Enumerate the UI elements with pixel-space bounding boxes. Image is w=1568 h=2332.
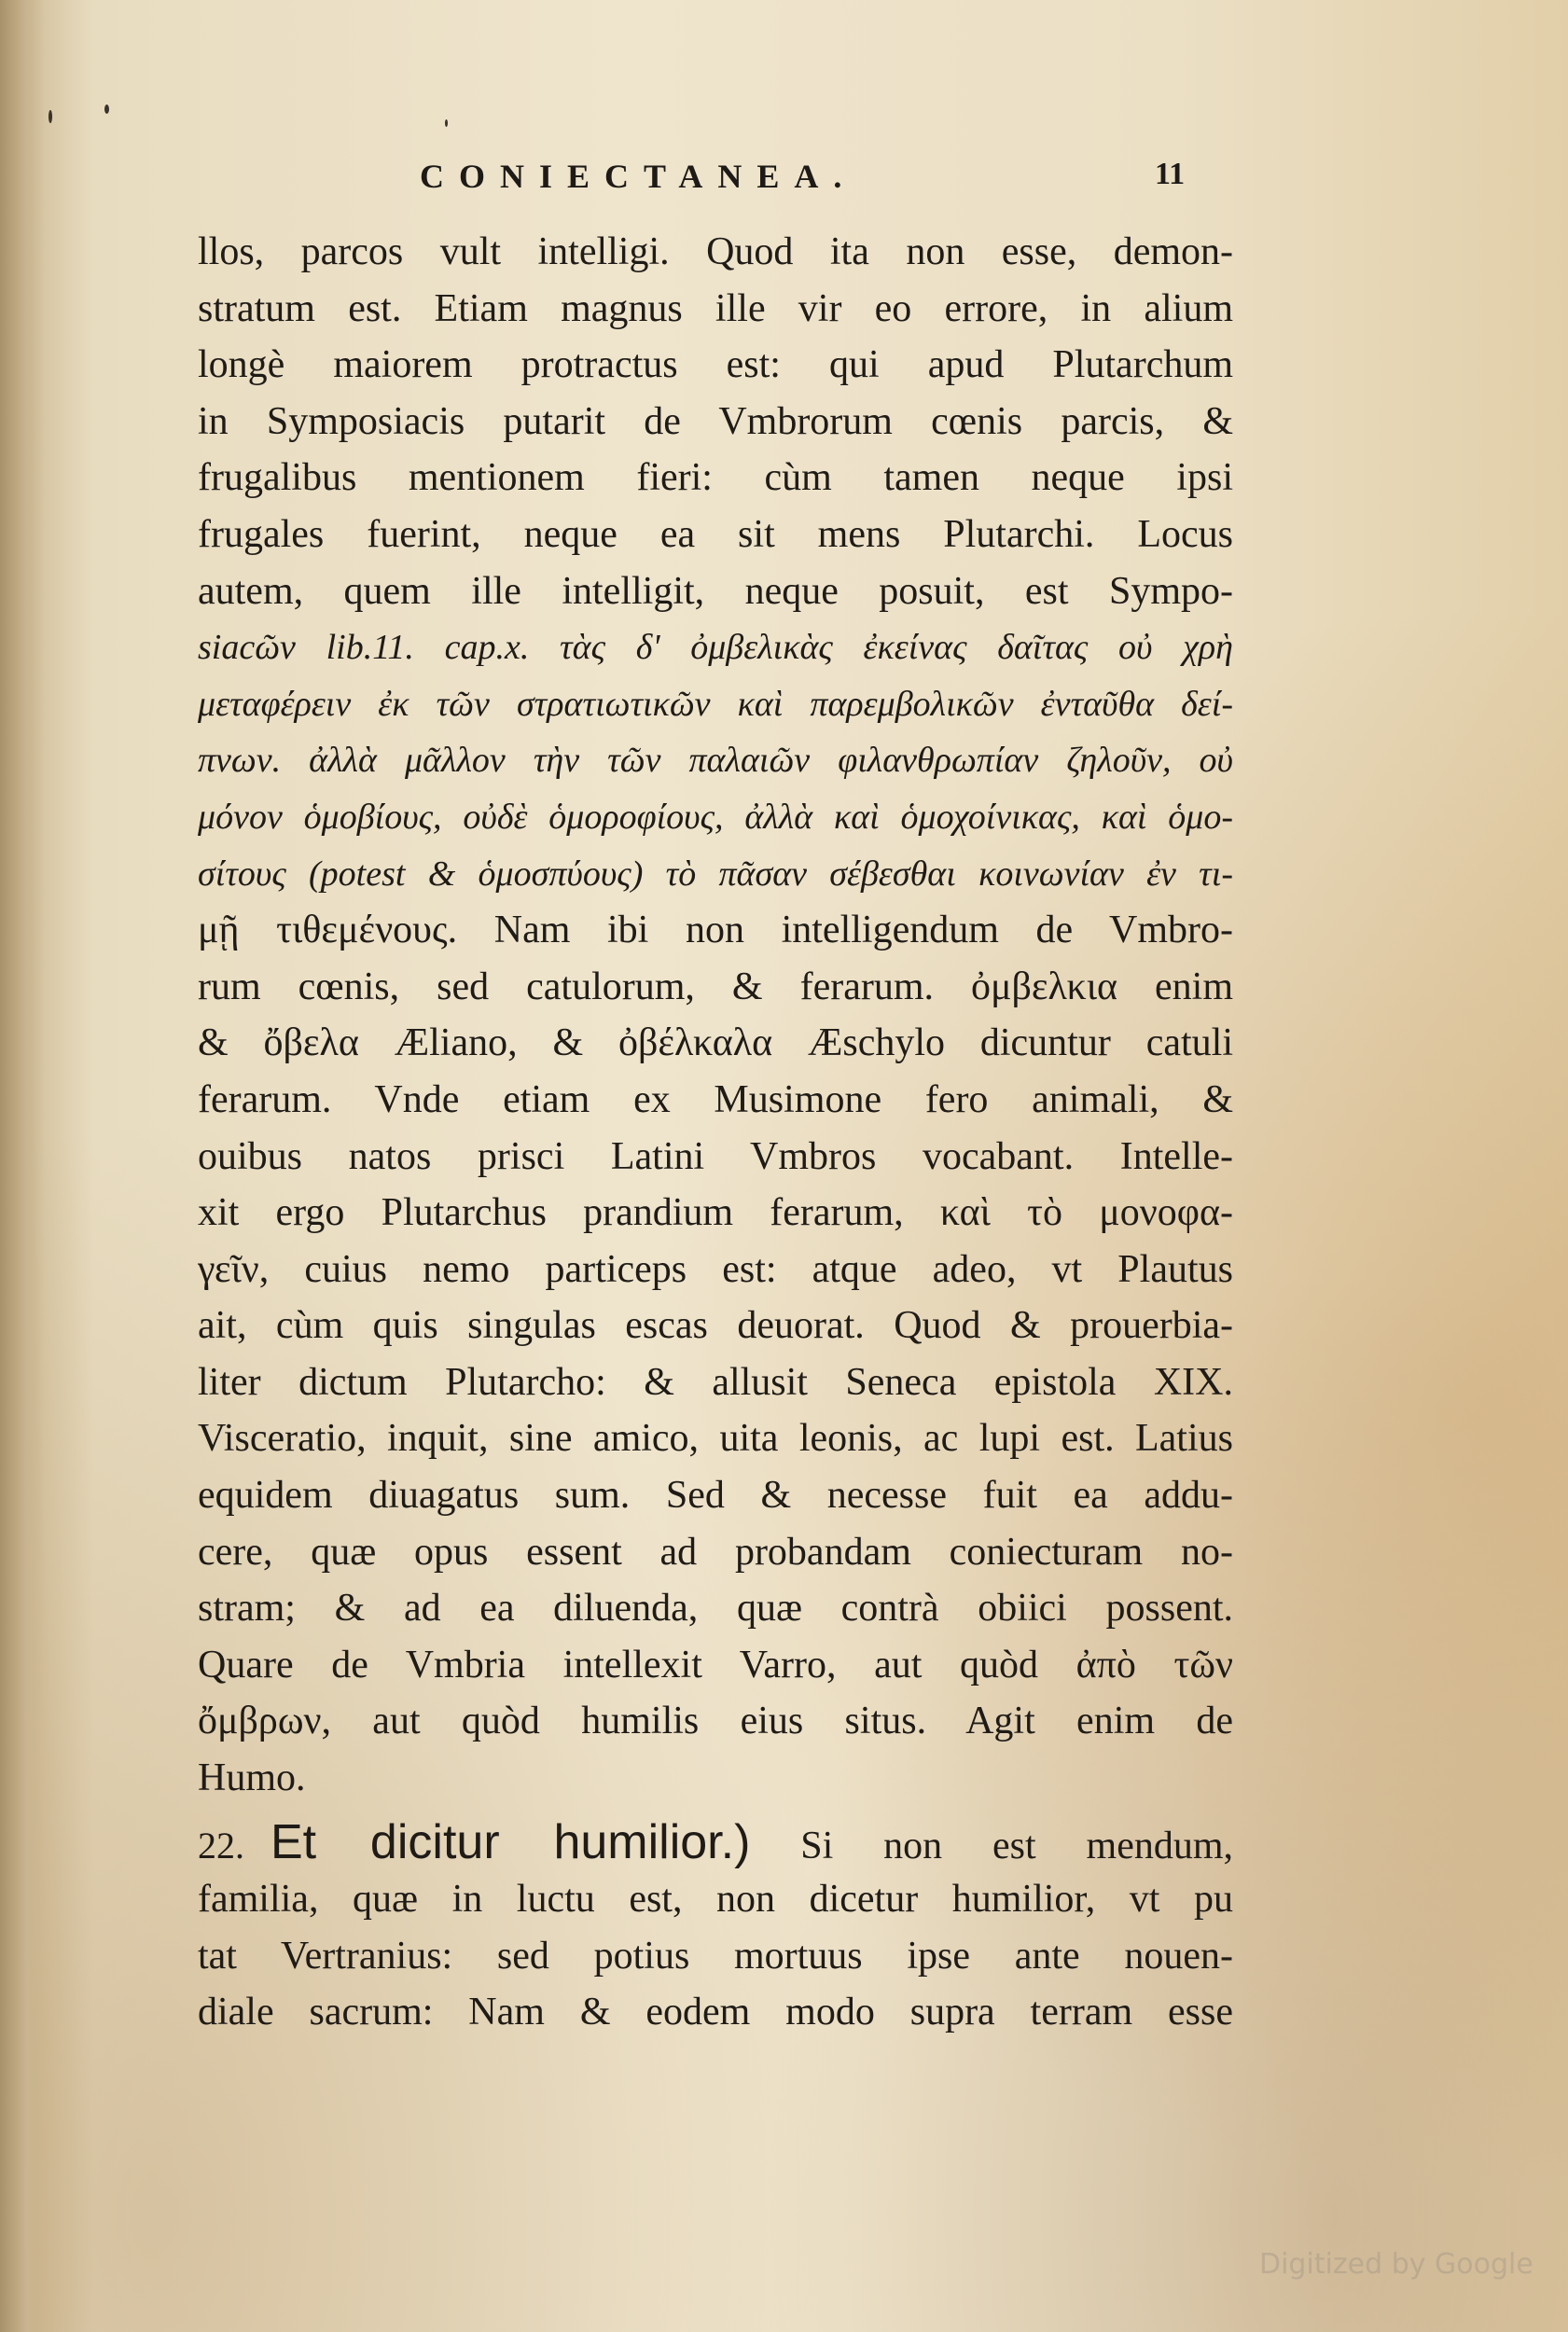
text-line: liter dictum Plutarcho: & allusit Seneca epistola XIX. — [198, 1360, 1233, 1404]
text-line: in Symposiacis putarit de Vmbrorum cœnis parcis, & — [198, 399, 1233, 443]
running-header — [0, 157, 1568, 213]
text-line: & ὄβελα Æliano, & ὀβέλκαλα Æschylo dicuntur catuli — [198, 1021, 1233, 1065]
text-line: Humo. — [198, 1756, 306, 1800]
section-number: 22. — [198, 1825, 244, 1867]
text-line: γεῖν, cuius nemo particeps est: atque adeo, vt Plautus — [198, 1247, 1233, 1291]
text-line: rum cœnis, sed catulorum, & ferarum. ὀμβελκια enim — [198, 965, 1233, 1008]
section-lemma: Et dicitur humilior.) — [271, 1815, 751, 1869]
section-heading — [198, 1813, 1233, 1871]
main-text-block — [198, 224, 1233, 1807]
text-line: diale sacrum: Nam & eodem modo supra terram esse — [198, 1991, 1233, 2034]
ink-speck — [49, 110, 52, 123]
folio-number: 11 — [1155, 157, 1186, 191]
text-line: stratum est. Etiam magnus ille vir eo errore, in alium — [198, 286, 1233, 330]
greek-text-line: πνων. ἀλλὰ μᾶλλον τὴν τῶν παλαιῶν φιλανθρωπίαν ζηλοῦν, οὐ — [198, 741, 1233, 781]
greek-text-line: siacῶν lib.11. cap.x. τὰς δ' ὀμβελικὰς ἐκείνας δαῖτας οὐ χρὴ — [198, 628, 1233, 668]
digitization-watermark: Digitized by Google — [1259, 2248, 1533, 2281]
text-line: xit ergo Plutarchus prandium ferarum, καὶ τὸ μονοφα- — [198, 1191, 1233, 1235]
text-line: ait, cùm quis singulas escas deuorat. Quod & prouerbia- — [198, 1304, 1233, 1348]
text-line: tat Vertranius: sed potius mortuus ipse ante nouen- — [198, 1934, 1233, 1978]
text-line: longè maiorem protractus est: qui apud Plutarchum — [198, 343, 1233, 387]
text-line: familia, quæ in luctu est, non dicetur humilior, vt pu — [198, 1878, 1233, 1921]
ink-speck — [104, 104, 109, 114]
text-line: llos, parcos vult intelligi. Quod ita non esse, demon- — [198, 230, 1233, 273]
section-lead-text: Si non est mendum, — [800, 1825, 1233, 1867]
ink-speck — [445, 119, 448, 127]
text-line: ouibus natos prisci Latini Vmbros vocabant. Intelle- — [198, 1134, 1233, 1178]
greek-text-line: σίτους (potest & ὁμοσπύους) τὸ πᾶσαν σέβεσθαι κοινωνίαν ἐν τι- — [198, 854, 1233, 894]
text-line: stram; & ad ea diluenda, quæ contrà obiici possent. — [198, 1587, 1233, 1631]
running-title: CONIECTANEA. — [420, 158, 857, 195]
page-gutter — [0, 0, 45, 2332]
text-line: equidem diuagatus sum. Sed & necesse fuit ea addu- — [198, 1474, 1233, 1518]
text-line: Quare de Vmbria intellexit Varro, aut quòd ἀπὸ τῶν — [198, 1643, 1233, 1687]
text-line: frugales fuerint, neque ea sit mens Plutarchi. Locus — [198, 512, 1233, 556]
section-text-block — [198, 1871, 1233, 2041]
text-line: ὄμβρων, aut quòd humilis eius situs. Agit enim de — [198, 1700, 1233, 1743]
greek-text-line: μεταφέρειν ἐκ τῶν στρατιωτικῶν καὶ παρεμβολικῶν ἐνταῦθα δεί- — [198, 684, 1233, 724]
text-line: frugalibus mentionem fieri: cùm tamen neque ipsi — [198, 456, 1233, 500]
text-line: ferarum. Vnde etiam ex Musimone fero animali, & — [198, 1077, 1233, 1121]
text-line: μῇ τιθεμένους. Nam ibi non intelligendum de Vmbro- — [198, 909, 1233, 952]
text-line: autem, quem ille intelligit, neque posuit, est Sympo- — [198, 569, 1233, 613]
text-line: cere, quæ opus essent ad probandam coniecturam no- — [198, 1530, 1233, 1574]
greek-text-line: μόνον ὁμοβίους, οὐδὲ ὁμοροφίους, ἀλλὰ καὶ ὁμοχοίνικας, καὶ ὁμο- — [198, 797, 1233, 837]
text-line: Visceratio, inquit, sine amico, uita leonis, ac lupi est. Latius — [198, 1417, 1233, 1461]
